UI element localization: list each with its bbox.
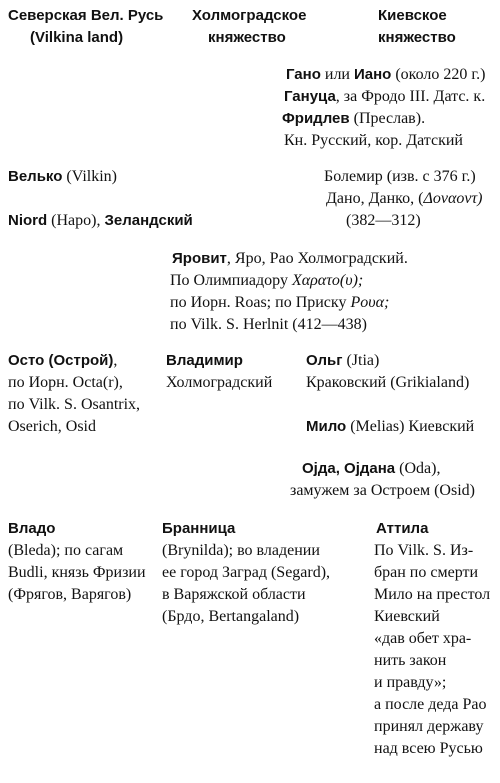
text-line: по Vilk. S. Osantrix, — [8, 396, 141, 413]
text-line: Мило (Melias) Киевский — [306, 418, 475, 435]
text-line: Budli, князь Фризии — [8, 564, 146, 581]
text-line: Гануца, за Фродо III. Датс. к. — [284, 88, 486, 105]
text-line: по Иорн. Octa(r), — [8, 374, 123, 391]
text-line: над всею Русью — [374, 740, 483, 757]
text-line: принял державу — [374, 718, 484, 735]
text-line: Краковский (Grikialand) — [306, 374, 470, 391]
text-line: «дав обет хра- — [374, 630, 472, 647]
text-line: Фридлев (Преслав). — [282, 110, 426, 127]
block-yarovit — [170, 248, 408, 336]
text-line: нить закон — [374, 652, 447, 669]
header-line: Киевское — [378, 7, 447, 24]
text-line: (Брдо, Bertangaland) — [162, 608, 300, 625]
text-line: По Vilk. S. Из- — [374, 542, 474, 559]
text-line: Аттила — [376, 520, 429, 537]
text-line: ее город Заград (Segard), — [162, 564, 331, 581]
header-line: Северская Вел. Русь — [8, 7, 164, 24]
text-line: Гано или Иано (около 220 г.) — [286, 66, 486, 83]
text-line: Niord (Наро), Зеландский — [8, 212, 193, 229]
block-vlado — [8, 518, 146, 606]
text-line: Кн. Русский, кор. Датский — [284, 132, 463, 149]
block-bolemir — [324, 166, 483, 232]
block-milo — [306, 416, 474, 438]
block-oda — [290, 458, 475, 502]
block-vladimir — [166, 350, 272, 394]
text-line: По Олимпиадору Χαρατο(υ); — [170, 272, 364, 289]
block-attila — [374, 518, 490, 760]
block-osto — [8, 350, 140, 438]
header-line: Холмоградское — [192, 7, 307, 24]
text-line: замужем за Остроем (Osid) — [290, 482, 475, 499]
block-olg — [306, 350, 469, 394]
text-line: (Фрягов, Варягов) — [8, 586, 132, 603]
text-line: Ольг (Jtia) — [306, 352, 380, 369]
text-line: и правду»; — [374, 674, 447, 691]
header-line: (Vilkina land) — [30, 29, 124, 46]
block-velko — [8, 166, 193, 232]
text-line: по Иорн. Roas; по Приску Ρουα; — [170, 294, 390, 311]
text-line: Осто (Острой), — [8, 352, 118, 369]
text-line: (Bleda); по сагам — [8, 542, 124, 559]
text-line: (382—312) — [346, 212, 421, 229]
text-line: Владо — [8, 520, 56, 537]
block-gano — [282, 64, 486, 152]
text-line: Мило на престол — [374, 586, 491, 603]
text-line: (Brynilda); во владении — [162, 542, 320, 559]
text-line: Киевский — [374, 608, 440, 625]
text-line: Oserich, Osid — [8, 418, 96, 435]
text-line: Велько (Vilkin) — [8, 168, 117, 185]
header-kholmogradskoe — [192, 6, 306, 50]
block-brannitsa — [162, 518, 330, 628]
text-line: по Vilk. S. Herlnit (412—438) — [170, 316, 367, 333]
text-line: Ојда, Ојдана (Oda), — [302, 460, 441, 477]
text-line: а после деда Рао — [374, 696, 487, 713]
text-line: бран по смерти — [374, 564, 479, 581]
header-line: княжество — [378, 29, 456, 46]
header-line: княжество — [208, 29, 286, 46]
header-kievskoe — [378, 6, 456, 50]
text-line: Владимир — [166, 352, 243, 369]
text-line: Бранница — [162, 520, 236, 537]
text-line: в Варяжской области — [162, 586, 306, 603]
text-line: Холмоградский — [166, 374, 273, 391]
header-severskaya — [8, 6, 163, 50]
text-line: Болемир (изв. с 376 г.) — [324, 168, 476, 185]
text-line: Дано, Данко, (Δοναοντ) — [326, 190, 483, 207]
text-line: Яровит, Яро, Рао Холмоградский. — [172, 250, 408, 267]
